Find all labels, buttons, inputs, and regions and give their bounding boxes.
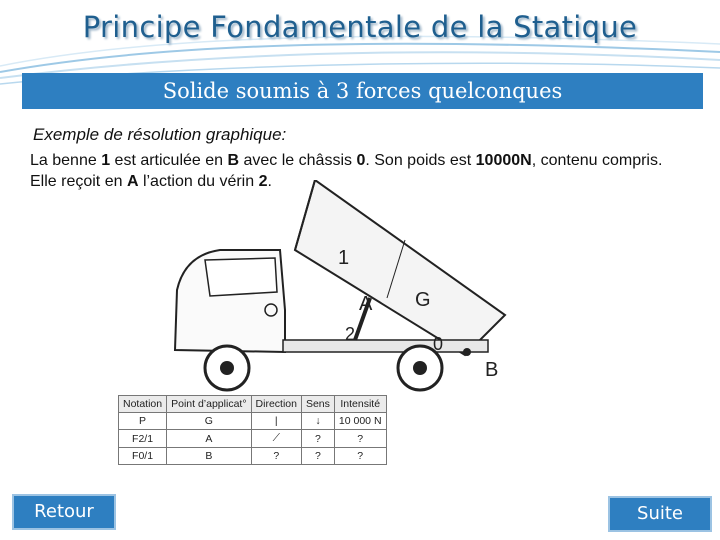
cell-intensite: 10 000 N — [334, 413, 386, 430]
label-point-b: B — [485, 359, 499, 381]
header-notation: Notation — [119, 396, 167, 413]
cell-sens: ↓ — [301, 413, 334, 430]
cell-point: A — [167, 430, 251, 448]
cell-sens: ? — [301, 448, 334, 465]
cell-direction: | — [251, 413, 301, 430]
table-row — [119, 413, 387, 430]
cell-sens: ? — [301, 430, 334, 448]
header-sens: Sens — [301, 396, 334, 413]
label-benne: 1 — [338, 247, 350, 269]
statement-line-1: La benne 1 est articulée en B avec le châssis 0. Son poids est 10000N, contenu compris. — [30, 152, 663, 169]
label-point-g: G — [415, 289, 431, 311]
back-button[interactable]: Retour — [12, 494, 116, 530]
forces-table — [118, 395, 387, 465]
header-point: Point d’applicat° — [167, 396, 251, 413]
cell-point: B — [167, 448, 251, 465]
header-direction: Direction — [251, 396, 301, 413]
label-chassis: 0 — [433, 334, 444, 354]
section-banner: Solide soumis à 3 forces quelconques — [22, 73, 703, 109]
cell-intensite: ? — [334, 430, 386, 448]
cell-point: G — [167, 413, 251, 430]
cell-notation: P — [119, 413, 167, 430]
cell-notation: F0/1 — [119, 448, 167, 465]
table-row — [119, 430, 387, 448]
cell-intensite: ? — [334, 448, 386, 465]
cell-notation: F2/1 — [119, 430, 167, 448]
example-subtitle: Exemple de résolution graphique: — [33, 125, 287, 144]
cell-direction: ? — [251, 448, 301, 465]
table-row — [119, 448, 387, 465]
label-point-a: A — [359, 293, 373, 315]
next-button[interactable]: Suite — [608, 496, 712, 532]
table-header-row — [119, 396, 387, 413]
statement-line-2: Elle reçoit en A l’action du vérin 2. — [30, 173, 272, 190]
truck-chassis — [283, 340, 488, 352]
label-verin: 2 — [345, 324, 356, 344]
tipper-truck-figure — [165, 180, 515, 395]
header-intensite: Intensité — [334, 396, 386, 413]
truck-bed — [295, 180, 505, 355]
cell-direction: ⟋ — [251, 430, 301, 448]
page-title: Principe Fondamentale de la Statique — [82, 10, 638, 44]
